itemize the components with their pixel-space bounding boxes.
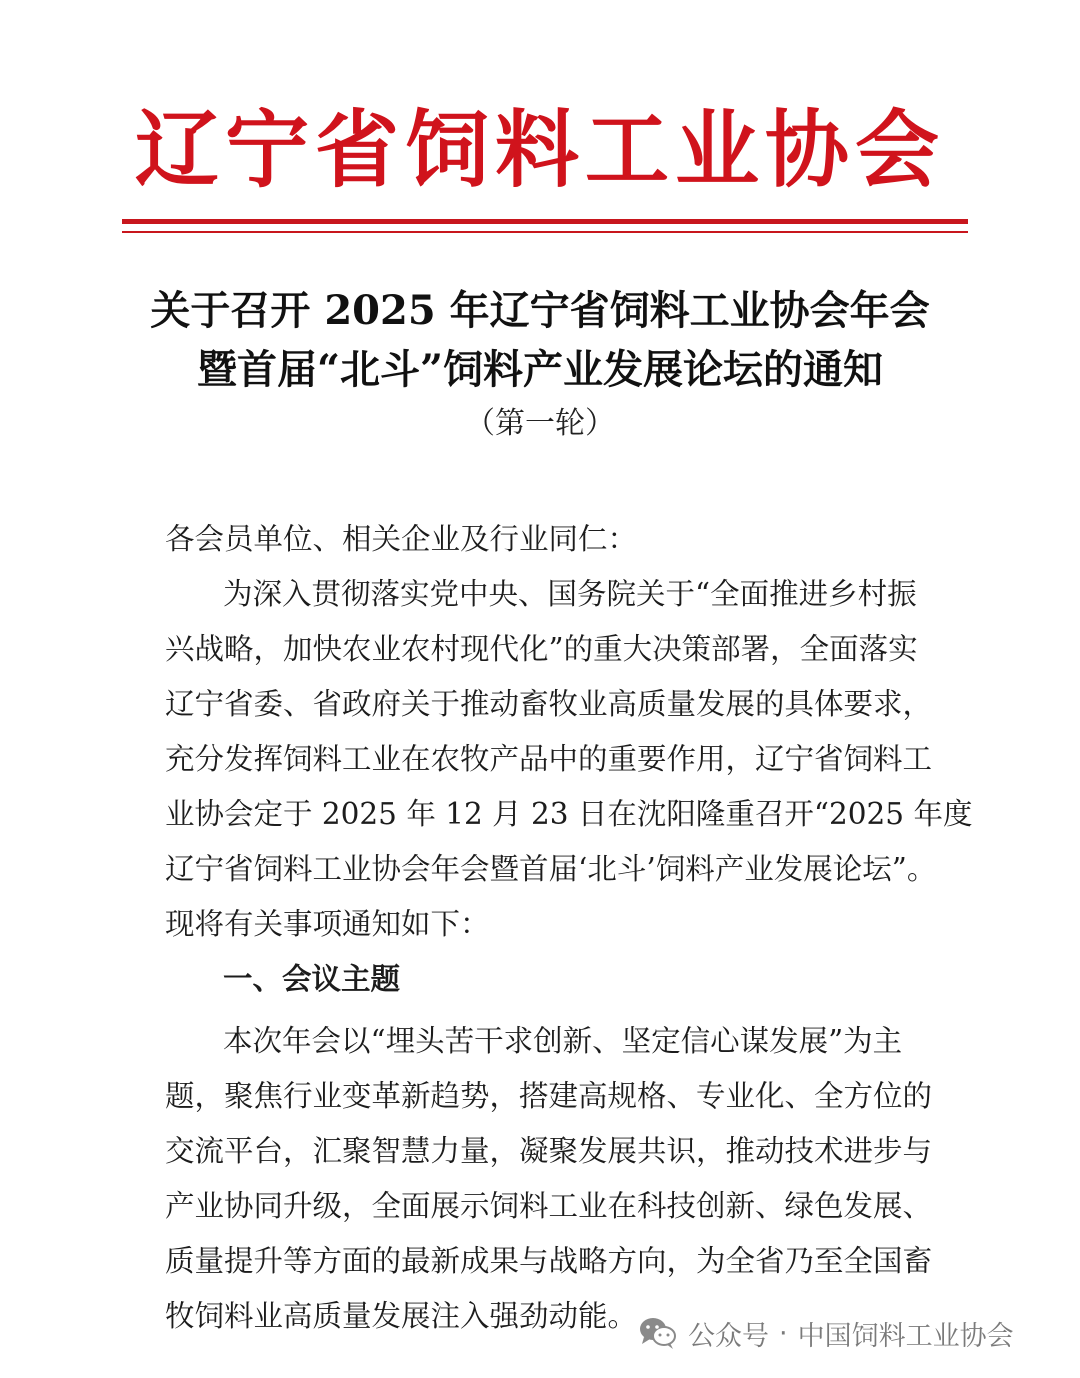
para2-line: 质量提升等方面的最新成果与战略方向，为全省乃至全国畜 bbox=[165, 1244, 933, 1278]
para1-line: 现将有关事项通知如下： bbox=[165, 907, 490, 941]
para2-line: 本次年会以“埋头苦干求创新、坚定信心谋发展”为主 bbox=[223, 1024, 903, 1058]
para1-line: 辽宁省委、省政府关于推动畜牧业高质量发展的具体要求， bbox=[165, 687, 933, 721]
watermark-separator: · bbox=[779, 1317, 788, 1349]
para2-line: 牧饲料业高质量发展注入强劲动能。 bbox=[165, 1299, 638, 1333]
watermark bbox=[638, 1309, 1014, 1357]
para1-line: 业协会定于 2025 年 12 月 23 日在沈阳隆重召开“2025 年度 bbox=[165, 797, 973, 831]
salutation: 各会员单位、相关企业及行业同仁： bbox=[165, 522, 638, 556]
para1-line: 辽宁省饲料工业协会年会暨首届‘北斗’饲料产业发展论坛”。 bbox=[165, 852, 937, 886]
para2-line: 产业协同升级，全面展示饲料工业在科技创新、绿色发展、 bbox=[165, 1189, 933, 1223]
watermark-account: 中国饲料工业协会 bbox=[797, 1320, 1014, 1352]
wechat-icon bbox=[638, 1315, 678, 1351]
header-rule-thick bbox=[122, 219, 968, 224]
para1-line: 兴战略，加快农业农村现代化”的重大决策部署，全面落实 bbox=[165, 632, 918, 666]
organization-header: 辽宁省饲料工业协会 bbox=[134, 101, 945, 199]
para1-line: 充分发挥饲料工业在农牧产品中的重要作用，辽宁省饲料工 bbox=[165, 742, 933, 776]
notice-round: （第一轮） bbox=[465, 406, 615, 441]
document-title-line-2: 暨首届“北斗”饲料产业发展论坛的通知 bbox=[196, 346, 883, 393]
header-rule-thin bbox=[122, 231, 968, 233]
para1-line: 为深入贯彻落实党中央、国务院关于“全面推进乡村振 bbox=[223, 577, 917, 611]
document-title-line-1: 关于召开 2025 年辽宁省饲料工业协会年会 bbox=[150, 287, 930, 334]
section-heading-theme: 一、会议主题 bbox=[223, 961, 401, 996]
para2-line: 题，聚焦行业变革新趋势，搭建高规格、专业化、全方位的 bbox=[165, 1079, 933, 1113]
watermark-prefix: 公众号 bbox=[688, 1320, 769, 1352]
para2-line: 交流平台，汇聚智慧力量，凝聚发展共识，推动技术进步与 bbox=[165, 1134, 933, 1168]
